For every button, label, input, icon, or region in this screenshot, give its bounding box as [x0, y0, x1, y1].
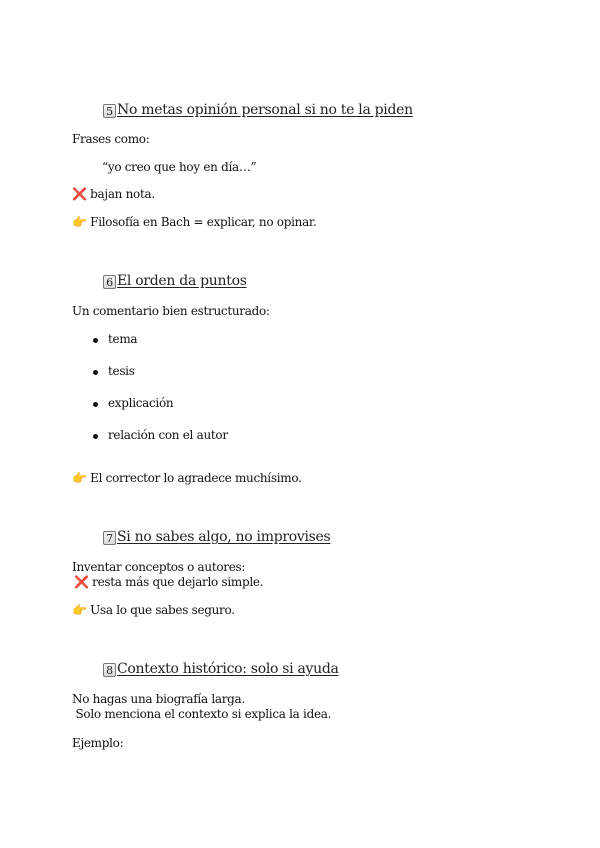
section-8-title: Contexto histórico: solo si ayuda	[117, 661, 339, 677]
section-7-tip-line	[72, 603, 235, 617]
section-5-tip-line	[72, 215, 317, 229]
list-item: tema	[108, 332, 138, 346]
section-6-tip-text: El corrector lo agradece muchísimo.	[90, 471, 302, 485]
section-7-bad-text: resta más que dejarlo simple.	[92, 575, 264, 589]
section-5-title: No metas opinión personal si no te la piden	[117, 102, 413, 118]
list-item: tesis	[108, 364, 135, 378]
bullet-icon	[93, 338, 98, 343]
section-6-heading	[103, 273, 247, 289]
list-item: relación con el autor	[108, 428, 228, 442]
keycap-8-icon: 8	[103, 663, 116, 677]
section-8-line-1: No hagas una biografía larga.	[72, 692, 245, 706]
keycap-6-icon: 6	[103, 275, 116, 289]
pointing-hand-icon: 👉	[72, 471, 87, 485]
bullet-icon	[93, 370, 98, 375]
keycap-5-icon: 5	[103, 104, 116, 118]
bullet-icon	[93, 434, 98, 439]
section-7-tip-text: Usa lo que sabes seguro.	[90, 603, 235, 617]
section-8-example-label: Ejemplo:	[72, 736, 124, 750]
section-7-intro: Inventar conceptos o autores:	[72, 560, 246, 574]
section-8-line-2: Solo menciona el contexto si explica la idea.	[72, 707, 332, 721]
list-item: explicación	[108, 396, 174, 410]
section-5-bad-line	[72, 187, 155, 201]
pointing-hand-icon: 👉	[72, 603, 87, 617]
section-8-heading	[103, 661, 339, 677]
section-5-intro: Frases como:	[72, 132, 150, 146]
keycap-7-icon: 7	[103, 531, 116, 545]
cross-mark-icon: ❌	[74, 575, 89, 589]
section-5-tip-text: Filosofía en Bach = explicar, no opinar.	[90, 215, 317, 229]
section-7-heading	[103, 529, 330, 545]
pointing-hand-icon: 👉	[72, 215, 87, 229]
section-6-title: El orden da puntos	[117, 273, 247, 289]
cross-mark-icon: ❌	[72, 187, 87, 201]
section-6-tip-line	[72, 471, 302, 485]
bullet-icon	[93, 402, 98, 407]
section-5-bad-text: bajan nota.	[90, 187, 155, 201]
section-7-title: Si no sabes algo, no improvises	[117, 529, 331, 545]
section-5-heading	[103, 102, 413, 118]
section-7-bad-line	[74, 575, 263, 589]
section-5-quote: “yo creo que hoy en día…”	[102, 160, 257, 174]
section-6-intro: Un comentario bien estructurado:	[72, 304, 270, 318]
